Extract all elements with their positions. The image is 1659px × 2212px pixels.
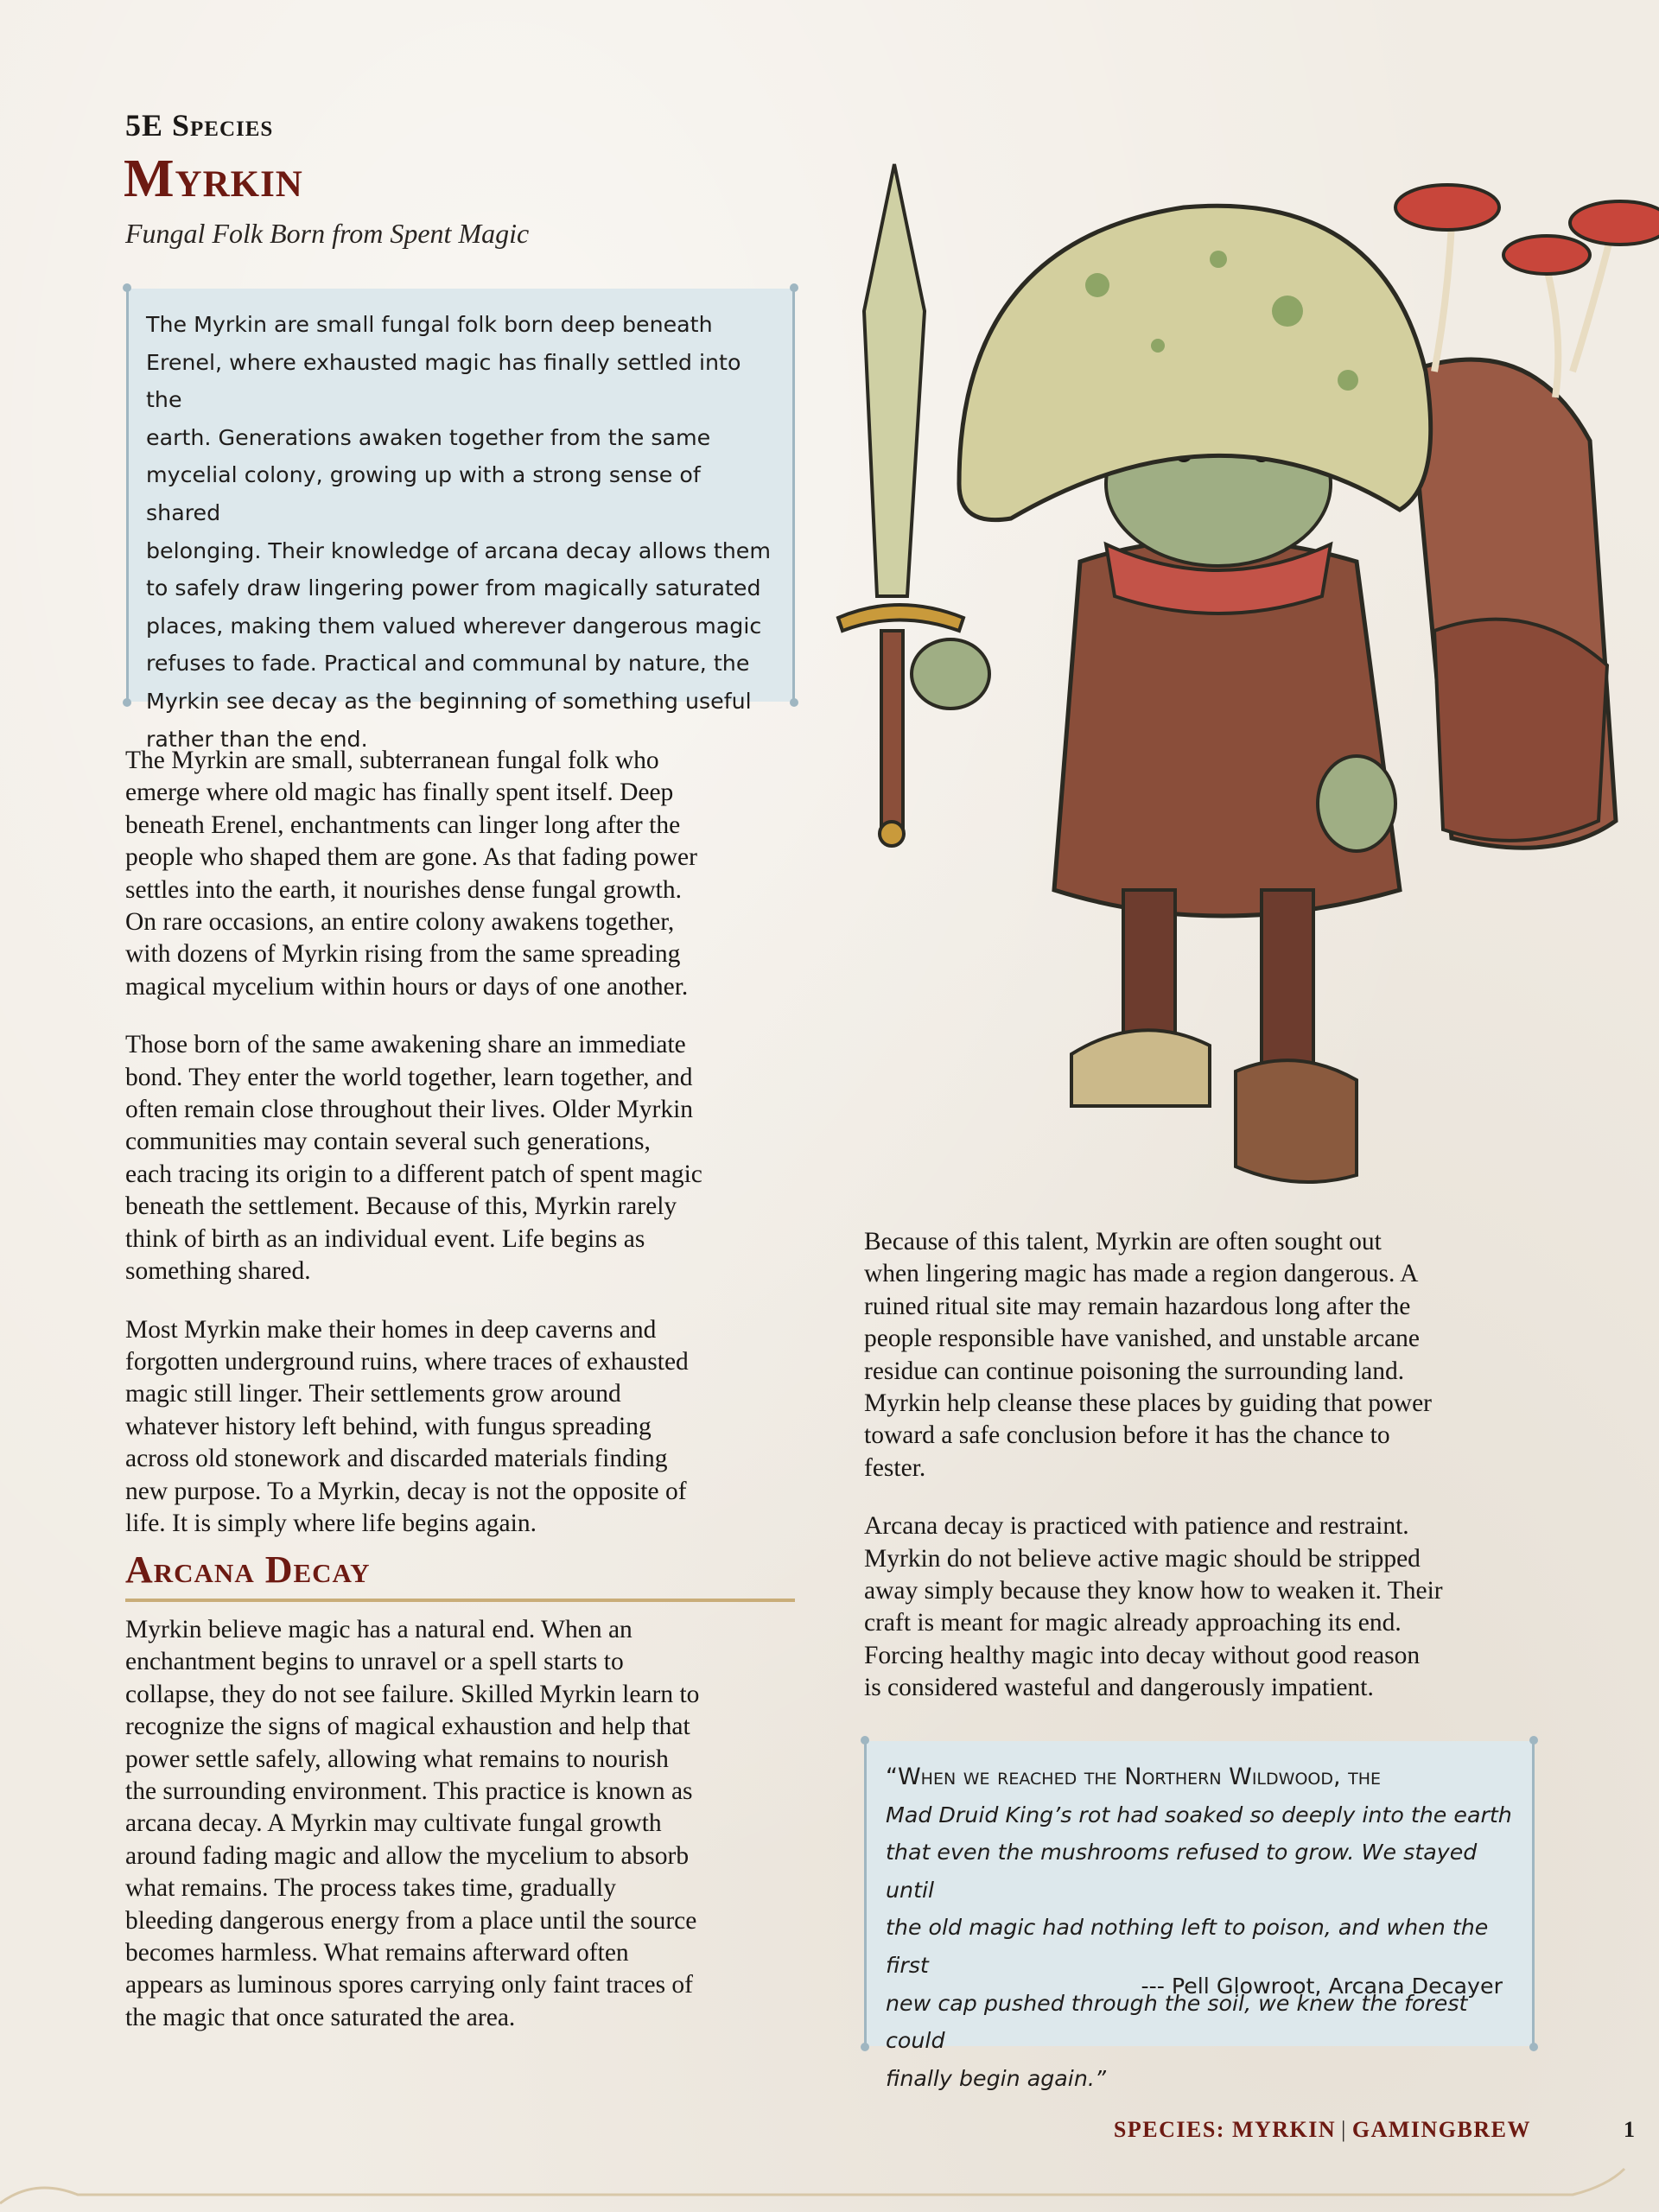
footer-ornament [0, 2160, 1659, 2212]
intro-text: The Myrkin are small fungal folk born deep beneath Erenel, where exhausted magic has finally settled into the earth. Generations awaken together from the same mycelial colony, growing up with a strong sense of shared belonging. Their knowledge of arcana decay allows them to safely draw lingering power from magically saturated places, making them valued wherever dangerous magic refuses to fade. Practical and communal by nature, the Myrkin see decay as the beginning of something useful rather than the end. [146, 312, 771, 752]
box-corner-dot [861, 2043, 869, 2051]
left-column-body [125, 745, 808, 1566]
footer-section-label: SPECIES: MYRKIN [1113, 2117, 1337, 2142]
footer-publisher: GAMINGBREW [1351, 2117, 1531, 2142]
box-corner-dot [1529, 2043, 1538, 2051]
paragraph: Because of this talent, Myrkin are often sought out when lingering magic has made a region dangerous. A ruined ritual site may remain hazardous long after the people responsible have vanished, and unstable arcane residue can continue poisoning the surrounding land. Myrkin help cleanse these places by guiding that power toward a safe conclusion before it has the chance to fester. [864, 1228, 1433, 1482]
paragraph: Myrkin believe magic has a natural end. When an enchantment begins to unravel or a spell starts to collapse, they do not see failure. Skilled Myrkin learn to recognize the signs of magical exhaustion and help that power settle safely, allowing what remains to nourish the surrounding environment. This practice is known as arcana decay. A Myrkin may cultivate fungal growth around fading magic and allow the mycelium to absorb what remains. The process takes time, gradually bleeding dangerous energy from a place until the source becomes harmless. What remains afterward often appears as luminous spores carrying only faint traces of the magic that once saturated the area. [125, 1616, 700, 2031]
box-corner-dot [790, 283, 798, 292]
section-body [125, 1614, 808, 2060]
paragraph: Most Myrkin make their homes in deep caverns and forgotten underground ruins, where traces of exhausted magic still linger. Their settlements grow around whatever history left behind, with fungus spreading across old stonework and discarded materials finding new purpose. To a Myrkin, decay is not the opposite of life. It is simply where life begins again. [125, 1315, 689, 1537]
quote-attribution: --- Pell Glowroot, Arcana Decayer [1141, 1974, 1503, 1999]
box-corner-dot [790, 698, 798, 707]
paragraph: The Myrkin are small, subterranean fungal folk who emerge where old magic has finally spent itself. Deep beneath Erenel, enchantments can linger long after the people who shaped them are gone. As that fading power settles into the earth, it nourishes dense fungal growth. On rare occasions, an entire colony awakens together, with dozens of Myrkin rising from the same spreading magical mycelium within hours or days of one another. [125, 747, 697, 1001]
footer-separator: | [1341, 2117, 1347, 2142]
paragraph: Arcana decay is practiced with patience and restraint. Myrkin do not believe active magic should be stripped away simply because they know how to weaken it. Their craft is meant for magic already approaching its end. Forcing healthy magic into decay without good reason is considered wasteful and dangerously impatient. [864, 1512, 1443, 1702]
document-title: Myrkin [124, 149, 303, 208]
quote-box [864, 1741, 1535, 2091]
intro-box [126, 289, 795, 752]
paragraph: Those born of the same awakening share an immediate bond. They enter the world together, learn together, and often remain close throughout their lives. Older Myrkin communities may contain several such generations, each tracing its origin to a different patch of spent magic beneath the settlement. Because of this, Myrkin rarely think of birth as an individual event. Life begins as something shared. [125, 1031, 702, 1286]
mushroom-sprouts-icon [1395, 185, 1659, 397]
quote-text [886, 1758, 1515, 2097]
page-footer [1114, 2117, 1531, 2143]
quote-lead: “When we reached the Northern Wildwood, the [886, 1764, 1382, 1790]
backpack-icon [1408, 359, 1616, 848]
quote-body: Mad Druid King’s rot had soaked so deeply into the earth that even the mushrooms refused to grow. We stayed until the old magic had nothing left to poison, and when the first new cap pushed through the soil, we knew the forest could finally begin again.” [886, 1802, 1512, 2091]
box-corner-dot [123, 283, 131, 292]
document-subtitle: Fungal Folk Born from Spent Magic [125, 218, 530, 249]
box-corner-dot [1529, 1736, 1538, 1745]
body-icon [912, 540, 1400, 916]
section-heading: Arcana Decay [125, 1548, 371, 1591]
myrkin-mushroom-folk-illustration [812, 112, 1659, 1227]
legs-icon [1071, 890, 1357, 1182]
box-corner-dot [861, 1736, 869, 1745]
document-overline: 5E Species [125, 108, 274, 143]
sword-icon [838, 164, 963, 846]
page-number: 1 [1624, 2117, 1635, 2142]
box-corner-dot [123, 698, 131, 707]
section-divider [125, 1599, 795, 1602]
right-column-body [864, 1226, 1555, 1731]
